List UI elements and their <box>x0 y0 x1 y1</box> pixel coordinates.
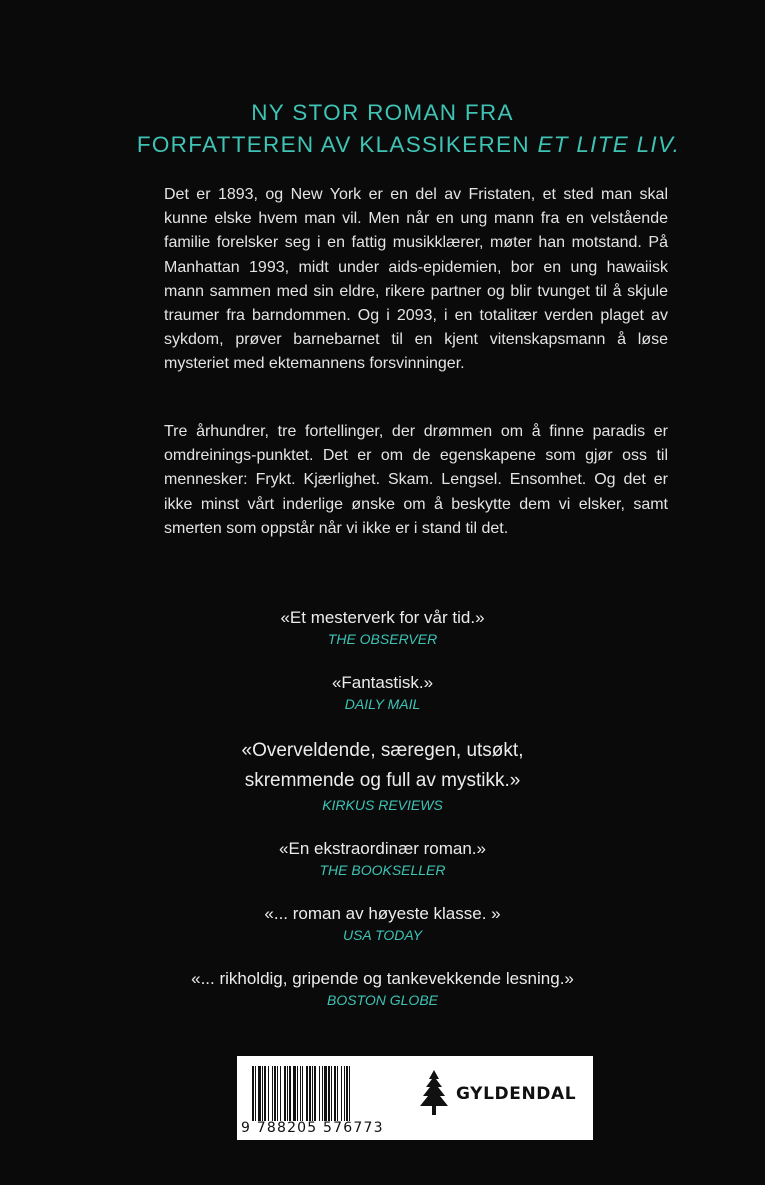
barcode-bar <box>293 1066 296 1121</box>
quote-source: THE BOOKSELLER <box>319 862 446 878</box>
review-quote <box>0 606 765 648</box>
headline-book-title: ET LITE LIV. <box>537 132 681 157</box>
barcode-bar <box>306 1066 308 1121</box>
review-quote <box>0 736 765 814</box>
barcode-bar <box>287 1066 288 1121</box>
barcode-bar <box>297 1066 298 1121</box>
barcode-bars <box>252 1066 402 1121</box>
quote-text: «Fantastisk.» <box>331 673 434 692</box>
quote-text: «Et mesterverk for vår tid.» <box>280 608 485 627</box>
quote-source: KIRKUS REVIEWS <box>322 797 443 813</box>
barcode-bar <box>277 1066 278 1121</box>
fir-tree-icon <box>419 1070 449 1116</box>
blurb-paragraph-2: Tre århundrer, tre fortellinger, der drømmen om å finne paradis er omdreinings-punktet. Det er om de egenskapene som gjør oss til mennesker: Frykt. Kjærlighet. Skam. Lengsel. Ensomhet. Og det er ikke minst vårt inderlige ønske om å beskytte dem vi elsker, samt smerten som oppstår når vi ikke er i stand til det. <box>164 423 668 537</box>
barcode-bar <box>324 1066 327 1121</box>
barcode-bar <box>331 1066 332 1121</box>
barcode-bar <box>302 1066 303 1121</box>
barcode-bar <box>312 1066 313 1121</box>
quote-text-line-2: skremmende og full av mystikk.» <box>244 770 521 791</box>
barcode-bar <box>258 1066 261 1121</box>
barcode-bar <box>274 1066 276 1121</box>
barcode-bar <box>255 1066 256 1121</box>
barcode-bar <box>337 1066 338 1121</box>
publisher-logo-text: GYLDENDAL <box>456 1084 577 1104</box>
barcode-bar <box>322 1066 323 1121</box>
quote-text-line-1: «Overveldende, særegen, utsøkt, <box>241 740 524 761</box>
barcode-bar <box>344 1066 345 1121</box>
barcode-bar <box>284 1066 286 1121</box>
quote-text: «... roman av høyeste klasse. » <box>264 904 501 923</box>
barcode-label <box>237 1056 593 1140</box>
headline-line-1: NY STOR ROMAN FRA <box>251 100 514 125</box>
barcode-bar <box>289 1066 291 1121</box>
headline-line-2-prefix: FORFATTEREN AV KLASSIKEREN <box>136 132 538 157</box>
review-quote <box>0 837 765 879</box>
barcode-bar <box>268 1066 269 1121</box>
quote-text: «En ekstraordinær roman.» <box>279 839 486 858</box>
barcode-bar <box>334 1066 336 1121</box>
barcode-bar <box>252 1066 254 1121</box>
barcode-bar <box>264 1066 266 1121</box>
barcode-bar <box>262 1066 263 1121</box>
barcode-bar <box>280 1066 281 1121</box>
review-quote <box>0 902 765 944</box>
quote-source: USA TODAY <box>342 927 423 943</box>
quote-source: DAILY MAIL <box>344 696 421 712</box>
review-quote <box>0 671 765 713</box>
barcode-bar <box>341 1066 342 1121</box>
barcode-bar <box>328 1066 330 1121</box>
barcode-bar <box>272 1066 273 1121</box>
headline <box>0 97 765 161</box>
barcode-bar <box>314 1066 316 1121</box>
headline-line-2 <box>0 129 765 161</box>
blurb-paragraph-1: Det er 1893, og New York er en del av Fristaten, et sted man skal kunne elske hvem man vil. Men når en ung mann fra en velstående familie forelsker seg i en fattig musikklærer, møter han motstand. På Manhattan 1993, midt under aids-epidemien, bor en ung hawaiisk mann sammen med sin eldre, rikere partner og blir tvunget til å skjule traumer fra barndommen. Og i 2093, i en totalitær verden plaget av sykdom, prøver barnebarnet til en kjent vitenskapsmann å løse mysteriet med ektemannens forsvinninger. <box>164 186 668 373</box>
isbn-number: 9 788205 576773 <box>241 1120 384 1136</box>
barcode-bar <box>309 1066 311 1121</box>
quote-text: «... rikholdig, gripende og tankevekkende lesning.» <box>191 969 574 988</box>
quote-source: THE OBSERVER <box>327 631 438 647</box>
quote-source: BOSTON GLOBE <box>327 992 438 1008</box>
review-quotes <box>0 606 765 1032</box>
review-quote <box>0 967 765 1009</box>
barcode-bar <box>300 1066 301 1121</box>
barcode-bar <box>346 1066 348 1121</box>
barcode-bar <box>349 1066 350 1121</box>
barcode-bar <box>319 1066 320 1121</box>
